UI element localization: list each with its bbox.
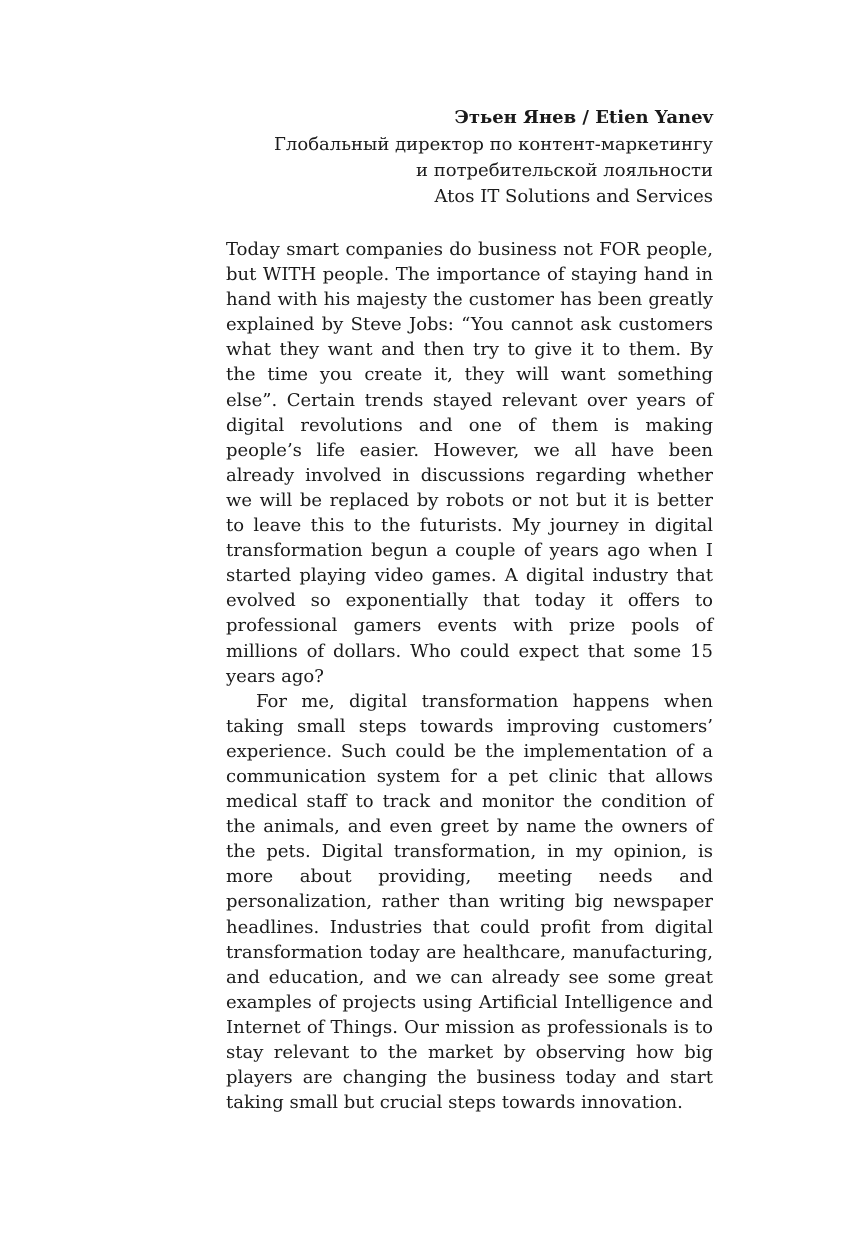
author-title-line1: Глобальный директор по контент-маркетингу <box>274 134 713 155</box>
author-name: Этьен Янев / Etien Yanev <box>454 107 713 128</box>
paragraph-1: Today smart companies do business not FOR people, but WITH people. The importance of staying hand in hand with his majesty the customer has been greatly explained by Steve Jobs: “You cannot ask customers what they want and then try to give it to them. By the time you create it, they will want something else”. Certain trends stayed relevant over years of digital revolutions and one of them is making people’s life easier. However, we all have been already involved in discussions regarding whether we will be replaced by robots or not but it is better to leave this to the futurists. My journey in digital transformation begun a couple of years ago when I started playing video games. A digital industry that evolved so exponentially that today it offers to professional gamers events with prize pools of millions of dollars. Who could expect that some 15 years ago? <box>226 239 713 687</box>
author-company: Atos IT Solutions and Services <box>434 186 713 207</box>
page <box>226 105 713 1115</box>
author-title-line2: и потребительской лояльности <box>416 160 713 181</box>
article-body <box>226 237 713 1115</box>
author-block <box>226 105 713 210</box>
paragraph-2: For me, digital transformation happens when taking small steps towards improving customers’ experience. Such could be the implementation of a communication system for a pet clinic that allows medical staff to track and monitor the condition of the animals, and even greet by name the owners of the pets. Digital transformation, in my opinion, is more about providing, meeting needs and personalization, rather than writing big newspaper headlines. Industries that could profit from digital transformation today are healthcare, manufacturing, and education, and we can already see some great examples of projects using Artificial Intelligence and Internet of Things. Our mission as professionals is to stay relevant to the market by observing how big players are changing the business today and start taking small but crucial steps towards innovation. <box>226 690 713 1114</box>
